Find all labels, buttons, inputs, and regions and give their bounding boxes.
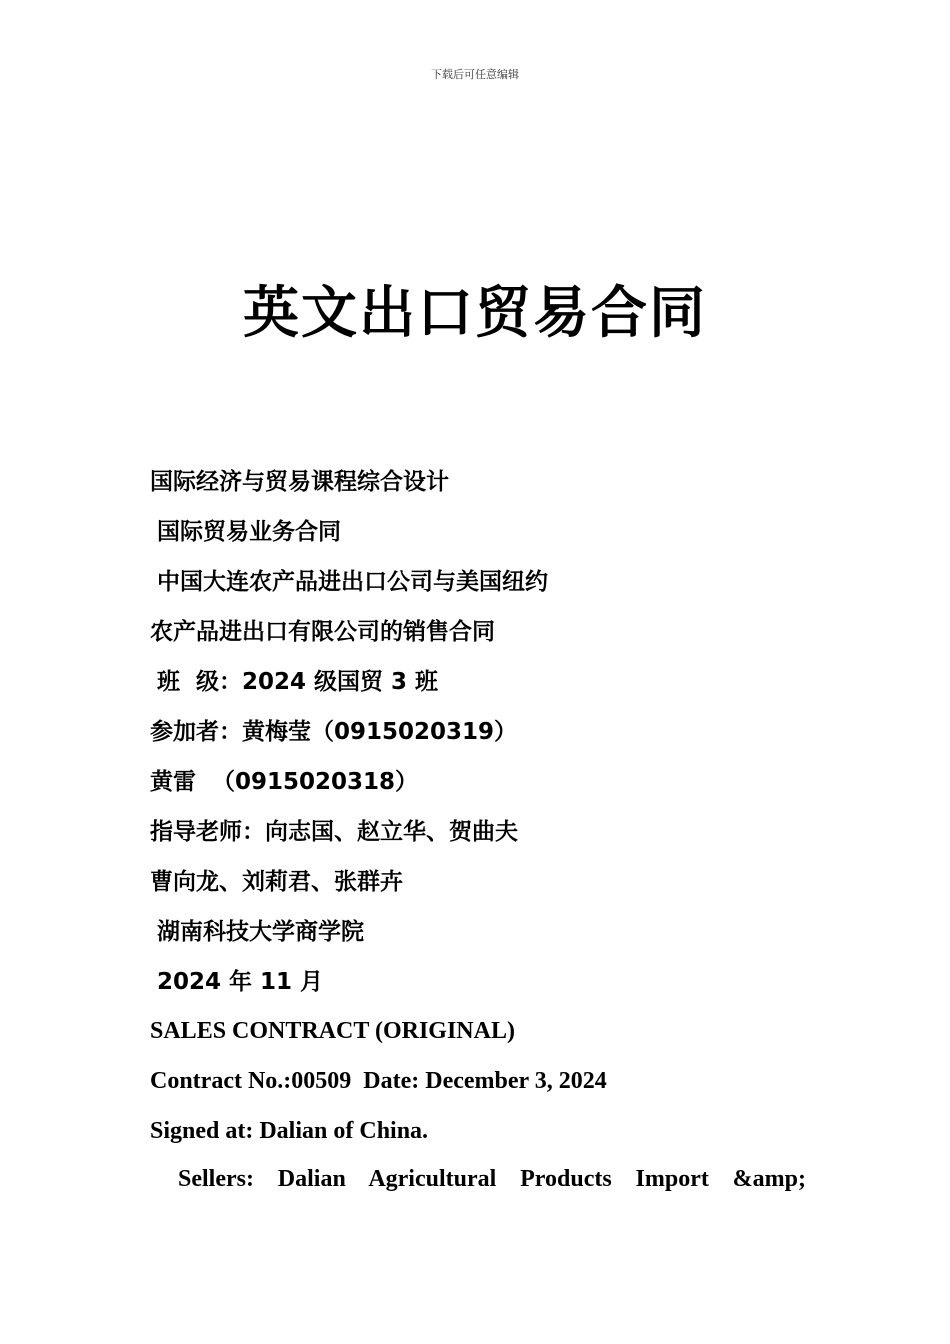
document-title: 英文出口贸易合同 — [243, 281, 707, 346]
participant-line-2: 黄雷 （0915020318） — [150, 769, 419, 795]
contract-heading: SALES CONTRACT (ORIGINAL) — [150, 1018, 515, 1044]
date-line: 2024 年 11 月 — [157, 969, 324, 995]
signed-at-line: Signed at: Dalian of China. — [150, 1118, 429, 1144]
contract-type-line: 国际贸易业务合同 — [157, 519, 341, 545]
parties-line-2: 农产品进出口有限公司的销售合同 — [150, 619, 495, 645]
page-header-note: 下载后可任意编辑 — [431, 68, 519, 81]
participant-line-1: 参加者：黄梅莹（0915020319） — [150, 719, 518, 745]
parties-line-1: 中国大连农产品进出口公司与美国纽约 — [157, 569, 548, 595]
sellers-line: Sellers: Dalian Agricultural Products Import &amp; — [178, 1166, 806, 1192]
advisor-line-1: 指导老师：向志国、赵立华、贺曲夫 — [150, 819, 518, 845]
class-line: 班 级：2024 级国贸 3 班 — [157, 669, 439, 695]
advisor-line-2: 曹向龙、刘莉君、张群卉 — [150, 869, 403, 895]
course-design-line: 国际经济与贸易课程综合设计 — [150, 469, 449, 495]
contract-number-date: Contract No.:00509 Date: December 3, 2024 — [150, 1068, 607, 1094]
school-line: 湖南科技大学商学院 — [157, 919, 364, 945]
